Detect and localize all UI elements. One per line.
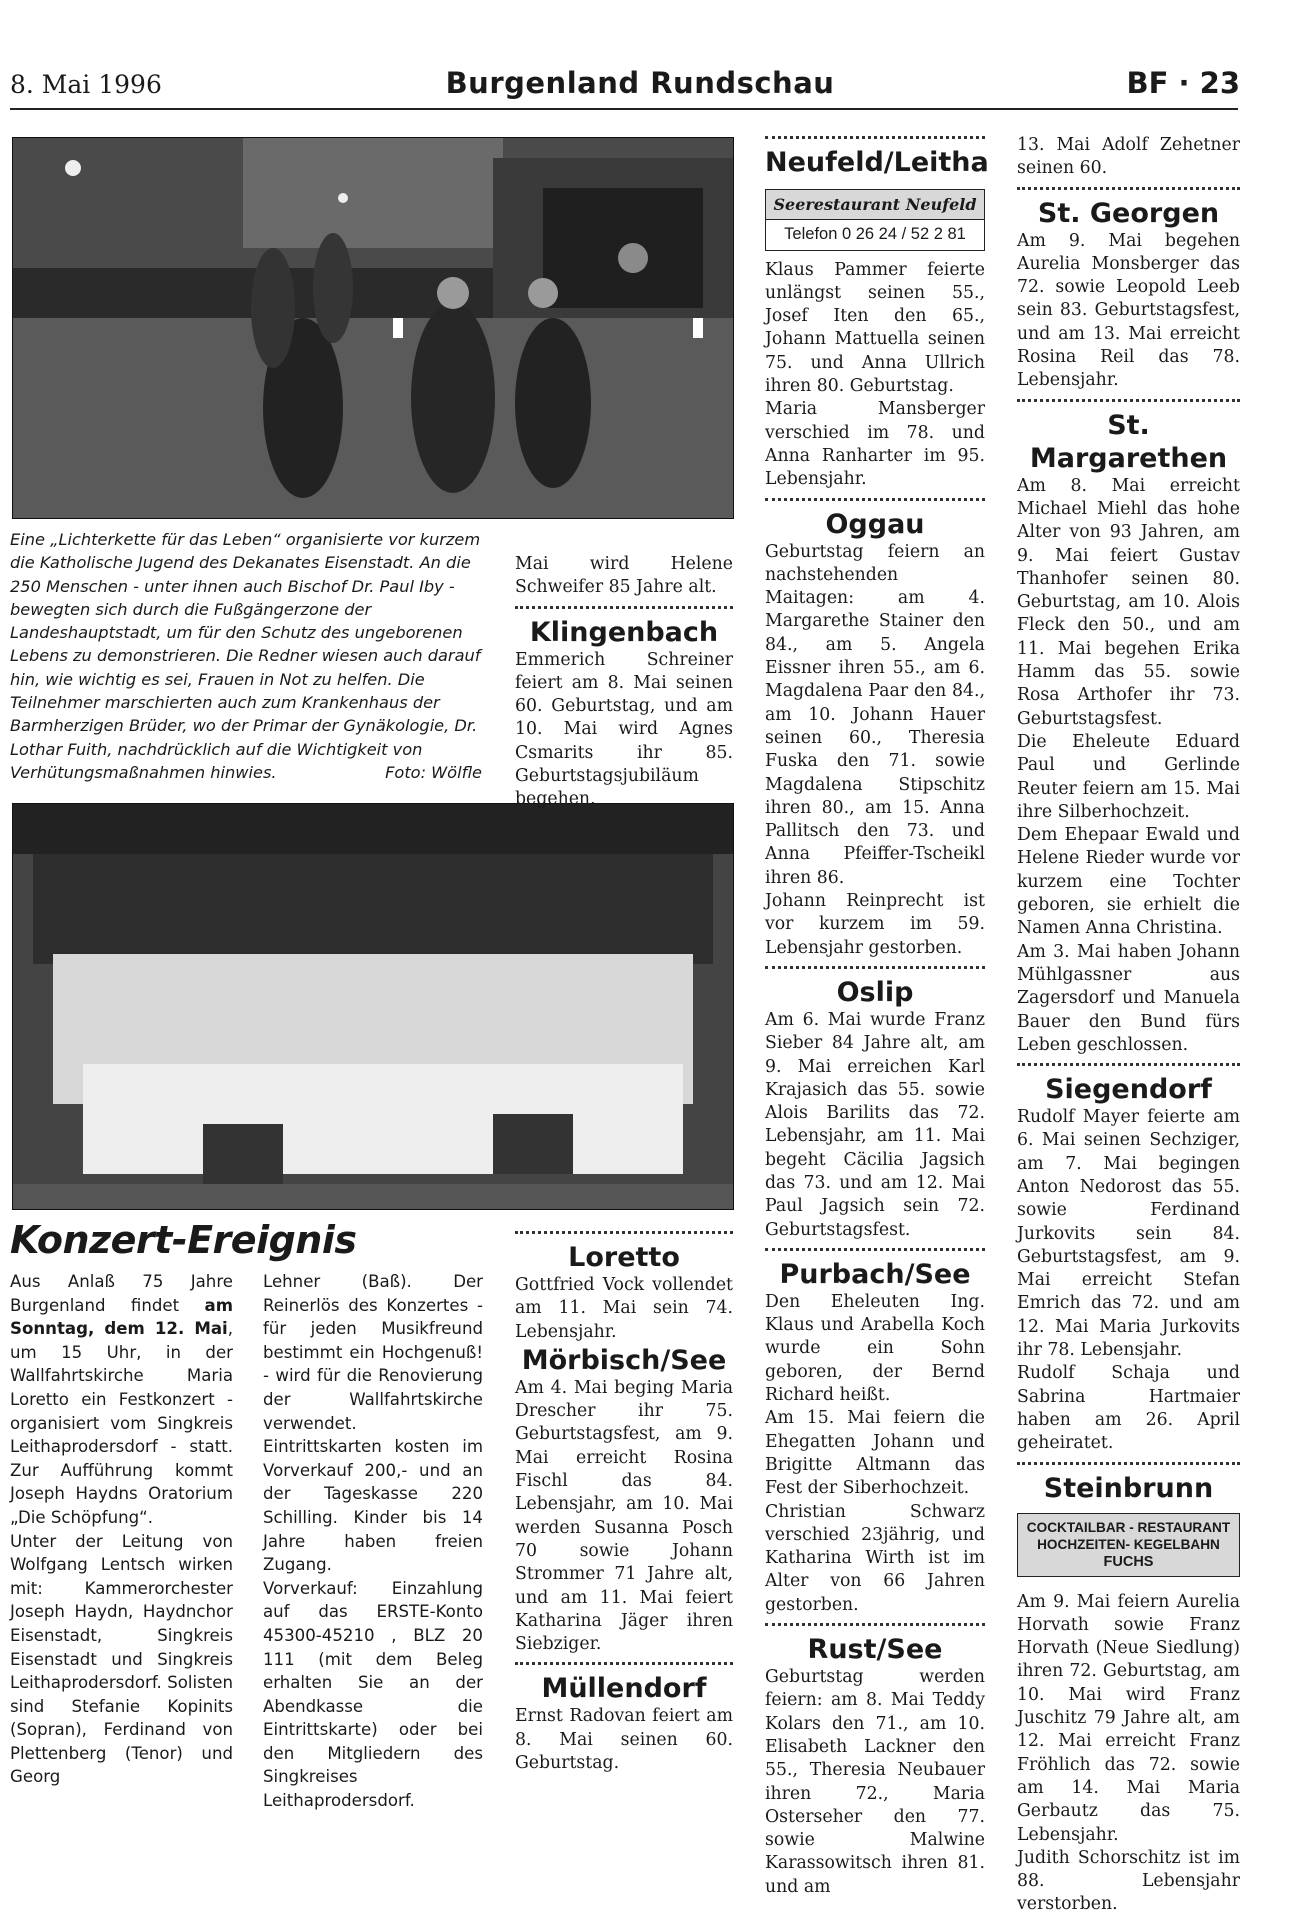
photo-caption: [10, 528, 482, 784]
caption-text: Eine „Lichterkette für das Leben“ organisierte vor kurzem die Katholische Jugend des Dekanates Eisenstadt. An die 250 Menschen - unter ihnen auch Bischof Dr. Paul Iby - bewegten sich durch die Fußgängerzone der Landeshauptstadt, um für den Schutz des ungeborenen Lebens zu demonstrieren. Die Redner wiesen auch darauf hin, wie wichtig es sei, Frauen in Not zu helfen. Die Teilnehmer marschierten auch zum Krankenhaus der Barmherzigen Brüder, wo der Primar der Gynäkologie, Dr. Lothar Fuith, nachdrücklich auf die Wichtigkeit von Verhütungsmaßnahmen hinwies.: [10, 530, 481, 782]
separator: [765, 498, 985, 504]
article-paragraph-1: [10, 1270, 233, 1530]
article-text: Aus Anlaß 75 Jahre Burgenland findet: [10, 1272, 233, 1315]
text-siegendorf-1: Rudolf Mayer feierte am 6. Mai seinen Sechziger, am 7. Mai begingen Anton Nedorost das 55. sowie Ferdinand Jurkovits sein 84. Geburtstagsfest, am 9. Mai erreicht Stefan Emrich das 72. und am 12. Mai Maria Jurkovits ihr 78. Lebensjahr.: [1017, 1107, 1240, 1361]
text-purbach-3: Christian Schwarz verschied 23jährig, und Katharina Wirth ist im Alter von 66 Jahren gestorben.: [765, 1501, 985, 1615]
separator: [1017, 1063, 1240, 1069]
text-steinbrunn-2: Judith Schorschitz ist im 88. Lebensjahr verstorben.: [1017, 1847, 1240, 1915]
newspaper-title: Burgenland Rundschau: [445, 66, 835, 100]
text-purbach-2: Am 15. Mai feiern die Ehegatten Johann und Brigitte Altmann das Fest der Siberhochzeit.: [765, 1408, 985, 1499]
text-zehetner: 13. Mai Adolf Zehetner seinen 60.: [1017, 135, 1240, 179]
text-rust: Geburtstag werden feiern: am 8. Mai Teddy Kolars den 71., am 10. Elisabeth Lackner den 55., Theresia Neubauer ihren 72., Maria Osterseher den 77. sowie Malwine Karassowitsch ihren 81. und am: [765, 1667, 985, 1897]
text-oslip: Am 6. Mai wurde Franz Sieber 84 Jahre alt, am 9. Mai erreichen Karl Krajasich das 55. sowie Alois Barilits das 72. Lebensjahr, am 11. Mai begeht Cäcilia Jagsich das 73. und am 12. Mai Paul Jagsich sein 72. Geburtstagsfest.: [765, 1009, 985, 1240]
heading-muellendorf: Müllendorf: [541, 1673, 707, 1705]
photo-choir: [12, 803, 734, 1210]
separator: [1017, 187, 1240, 193]
separator: [765, 1623, 985, 1629]
text-st-margarethen-1: Am 8. Mai erreicht Michael Miehl das hohe Alter von 93 Jahren, am 9. Mai feiert Gustav Thanhofer seinen 80. Geburtstag, am 10. Alois Fleck den 50., und am 11. Mai begehen Erika Hamm das 55. sowie Rosa Arthofer ihr 73. Geburtstagsfest.: [1017, 475, 1240, 729]
header-rule: [10, 108, 1238, 110]
heading-st-margarethen: St. Margarethen: [1029, 409, 1228, 474]
separator: [765, 966, 985, 972]
text-muellendorf: Ernst Radovan feiert am 8. Mai seinen 60. Geburtstag.: [515, 1706, 733, 1774]
ad-fuchs-line3: FUCHS: [1103, 1553, 1154, 1570]
text-neufeld-2: Maria Mansberger verschied im 78. und Anna Ranharter im 95. Lebensjahr.: [765, 399, 985, 490]
heading-rust: Rust/See: [807, 1634, 943, 1666]
ad-fuchs-line1: COCKTAILBAR - RESTAURANT: [1026, 1519, 1231, 1535]
column-3-upper: [515, 553, 733, 812]
heading-siegendorf: Siegendorf: [1045, 1074, 1212, 1106]
heading-klingenbach: Klingenbach: [529, 616, 719, 648]
article-paragraph-4: Eintrittskarten kosten im Vorverkauf 200,- und an der Tageskasse 220 Schilling. Kinder bis 14 Jahre haben freien Zugang.: [263, 1437, 483, 1575]
article-date-bold: am Sonntag, dem 12. Mai: [10, 1295, 233, 1339]
text-oggau-1: Geburtstag feiern an nachstehenden Maitagen: am 4. Margarethe Stainer den 84., am 5. Angela Eissner ihren 55., am 6. Magdalena Paar den 84., am 10. Johann Hauer seinen 60., Theresia Fuska den 71. sowie Magdalena Stipschitz ihren 80., am 15. Anna Pallitsch den 73. und Anna Pfeiffer-Tscheikl ihren 86.: [765, 541, 985, 888]
text-oggau-2: Johann Reinprecht ist vor kurzem im 59. Lebensjahr gestorben.: [765, 891, 985, 958]
photo-procession: [12, 137, 734, 519]
heading-oslip: Oslip: [836, 976, 914, 1008]
column-5: [1017, 134, 1240, 1917]
separator: [515, 606, 733, 612]
text-purbach-1: Den Eheleuten Ing. Klaus und Arabella Koch wurde ein Sohn geboren, der Bernd Richard heißt.: [765, 1291, 985, 1406]
heading-neufeld: Neufeld/Leitha: [765, 147, 989, 178]
article-title: Konzert-Ereignis: [10, 1218, 357, 1262]
heading-purbach: Purbach/See: [779, 1258, 971, 1290]
separator: [515, 1231, 733, 1237]
ad-fuchs-body: [1018, 1514, 1239, 1576]
text-st-margarethen-3: Dem Ehepaar Ewald und Helene Rieder wurde vor kurzem eine Tochter geboren, sie erhielt die Namen Anna Christina.: [1017, 825, 1240, 939]
article-column-2: [263, 1270, 483, 1813]
heading-loretto: Loretto: [568, 1242, 680, 1273]
heading-steinbrunn: Steinbrunn: [1043, 1472, 1214, 1504]
text-moerbisch: Am 4. Mai beging Maria Drescher ihr 75. Geburtstagsfest, am 9. Mai erreicht Rosina Fischl das 84. Lebensjahr, am 10. Mai werden Susanna Posch 70 sowie Johann Strommer 71 Jahre alt, und am 11. Mai feiert Katharina Jäger ihren Siebziger.: [515, 1377, 733, 1655]
ad-fuchs: [1017, 1513, 1240, 1577]
article-column-1: [10, 1270, 233, 1789]
separator: [765, 136, 985, 142]
text-klingenbach: Emmerich Schreiner feiert am 8. Mai seinen 60. Geburtstag, und am 10. Mai wird Agnes Csmarits ihr 85. Geburtstagsjubiläum begehen.: [515, 649, 733, 810]
article-paragraph-2: Unter der Leitung von Wolfgang Lentsch wirken mit: Kammerorchester Joseph Haydn, Haydnchor Eisenstadt, Singkreis Eisenstadt und Singkreis Leithaprodersdorf. Solisten sind Stefanie Kopinits (Sopran), Ferdinand von Plettenberg (Tenor) und Georg: [10, 1531, 233, 1787]
heading-moerbisch: Mörbisch/See: [521, 1344, 727, 1376]
article-text: , um 15 Uhr, in der Wallfahrtskirche Maria Loretto ein Festkonzert - organisiert vom Singkreis Leithaprodersdorf - statt. Zur Aufführung kommt Joseph Haydns Oratorium „Die Schöpfung“.: [10, 1319, 233, 1527]
article-paragraph-3: Lehner (Baß). Der Reinerlös des Konzertes - für jeden Musikfreund bestimmt ein Hochgenuß! - wird für die Renovierung der Wallfahrtskirche verwendet.: [263, 1272, 483, 1433]
text-loretto: Gottfried Vock vollendet am 11. Mai sein 74. Lebensjahr.: [515, 1275, 733, 1342]
heading-st-georgen: St. Georgen: [1037, 197, 1220, 229]
article-paragraph-5: Vorverkauf: Einzahlung auf das ERSTE-Konto 45300-45210 , BLZ 20 111 (mit dem Beleg erhalten Sie an der Abendkasse die Eintrittskarte) oder bei den Mitgliedern des Singkreises Leithaprodersdorf.: [263, 1578, 483, 1811]
column-4: [765, 130, 989, 1899]
issue-date: 8. Mai 1996: [10, 70, 162, 99]
ad-seerestaurant-name: Seerestaurant Neufeld: [766, 190, 984, 220]
text-st-margarethen-2: Die Eheleute Eduard Paul und Gerlinde Reuter feiern am 15. Mai ihre Silberhochzeit.: [1017, 731, 1240, 822]
page-number: BF · 23: [1126, 66, 1240, 100]
text-st-georgen: Am 9. Mai begehen Aurelia Monsberger das 72. sowie Leopold Leeb sein 83. Geburtstagsfest, und am 13. Mai erreicht Rosina Reil das 78. Lebensjahr.: [1017, 230, 1240, 391]
photo-credit: Foto: Wölfle: [385, 762, 482, 782]
separator: [765, 1248, 985, 1254]
text-st-margarethen-4: Am 3. Mai haben Johann Mühlgassner aus Zagersdorf und Manuela Bauer den Bund fürs Leben geschlossen.: [1017, 941, 1240, 1055]
separator: [1017, 1462, 1240, 1468]
ad-seerestaurant: [765, 189, 985, 251]
ad-seerestaurant-phone: Telefon 0 26 24 / 52 2 81: [784, 225, 966, 244]
ad-fuchs-line2: HOCHZEITEN- KEGELBAHN: [1037, 1536, 1220, 1552]
heading-oggau: Oggau: [825, 508, 925, 540]
text-siegendorf-2: Rudolf Schaja und Sabrina Hartmaier haben am 26. April geheiratet.: [1017, 1363, 1240, 1454]
separator: [515, 1662, 733, 1668]
text-helene: Mai wird Helene Schweifer 85 Jahre alt.: [515, 554, 733, 598]
text-steinbrunn-1: Am 9. Mai feiern Aurelia Horvath sowie Franz Horvath (Neue Siedlung) ihren 72. Geburtstag, am 10. Mai wird Franz Juschitz 79 Jahre alt, am 12. Mai erreicht Franz Fröhlich das 72. sowie am 14. Mai Maria Gerbautz das 75. Lebensjahr.: [1017, 1591, 1240, 1845]
column-3-lower: [515, 1225, 733, 1775]
separator: [1017, 399, 1240, 405]
text-neufeld-1: Klaus Pammer feierte unlängst seinen 55., Josef Iten den 65., Johann Mattuella seinen 75. und Anna Ullrich ihren 80. Geburtstag.: [765, 259, 985, 397]
